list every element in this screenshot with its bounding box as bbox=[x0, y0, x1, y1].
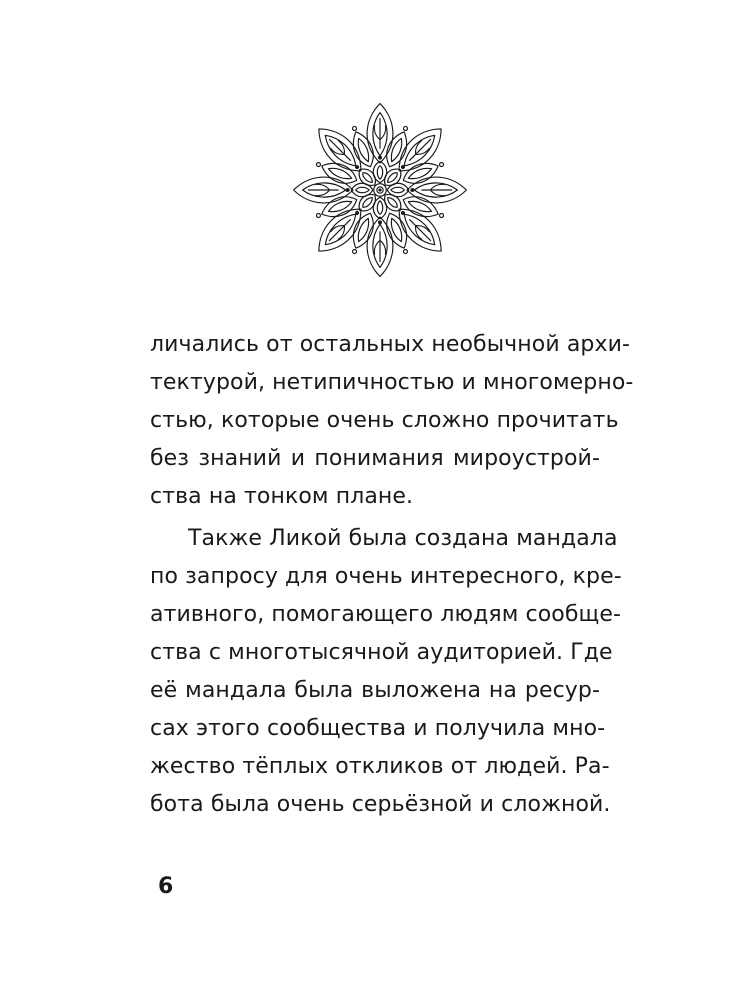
body-text bbox=[150, 326, 634, 824]
mandala-icon bbox=[290, 100, 470, 280]
text-line: Также Ликой была создана мандала bbox=[188, 526, 618, 551]
text-line: стью, которые очень сложно прочитать bbox=[150, 408, 619, 433]
text-line: личались от остальных необычной архи- bbox=[150, 332, 631, 357]
page-number: 6 bbox=[158, 874, 174, 899]
paragraph-2 bbox=[150, 520, 622, 824]
paragraph-1 bbox=[150, 326, 634, 516]
text-line: тектурой, нетипичностью и многомерно- bbox=[150, 370, 634, 395]
text-line: по запросу для очень интересного, кре- bbox=[150, 564, 622, 589]
text-line: ства с многотысячной аудиторией. Где bbox=[150, 640, 613, 665]
text-line: сах этого сообщества и получила мно- bbox=[150, 716, 606, 741]
text-line: без знаний и понимания мироустрой- bbox=[150, 446, 600, 471]
text-line: жество тёплых откликов от людей. Ра- bbox=[150, 754, 610, 779]
text-line: ства на тонком плане. bbox=[150, 484, 414, 509]
text-line: ативного, помогающего людям сообще- bbox=[150, 602, 622, 627]
text-line: бота была очень серьёзной и сложной. bbox=[150, 792, 611, 817]
text-line: её мандала была выложена на ресур- bbox=[150, 678, 600, 703]
mandala-ornament bbox=[290, 100, 470, 280]
